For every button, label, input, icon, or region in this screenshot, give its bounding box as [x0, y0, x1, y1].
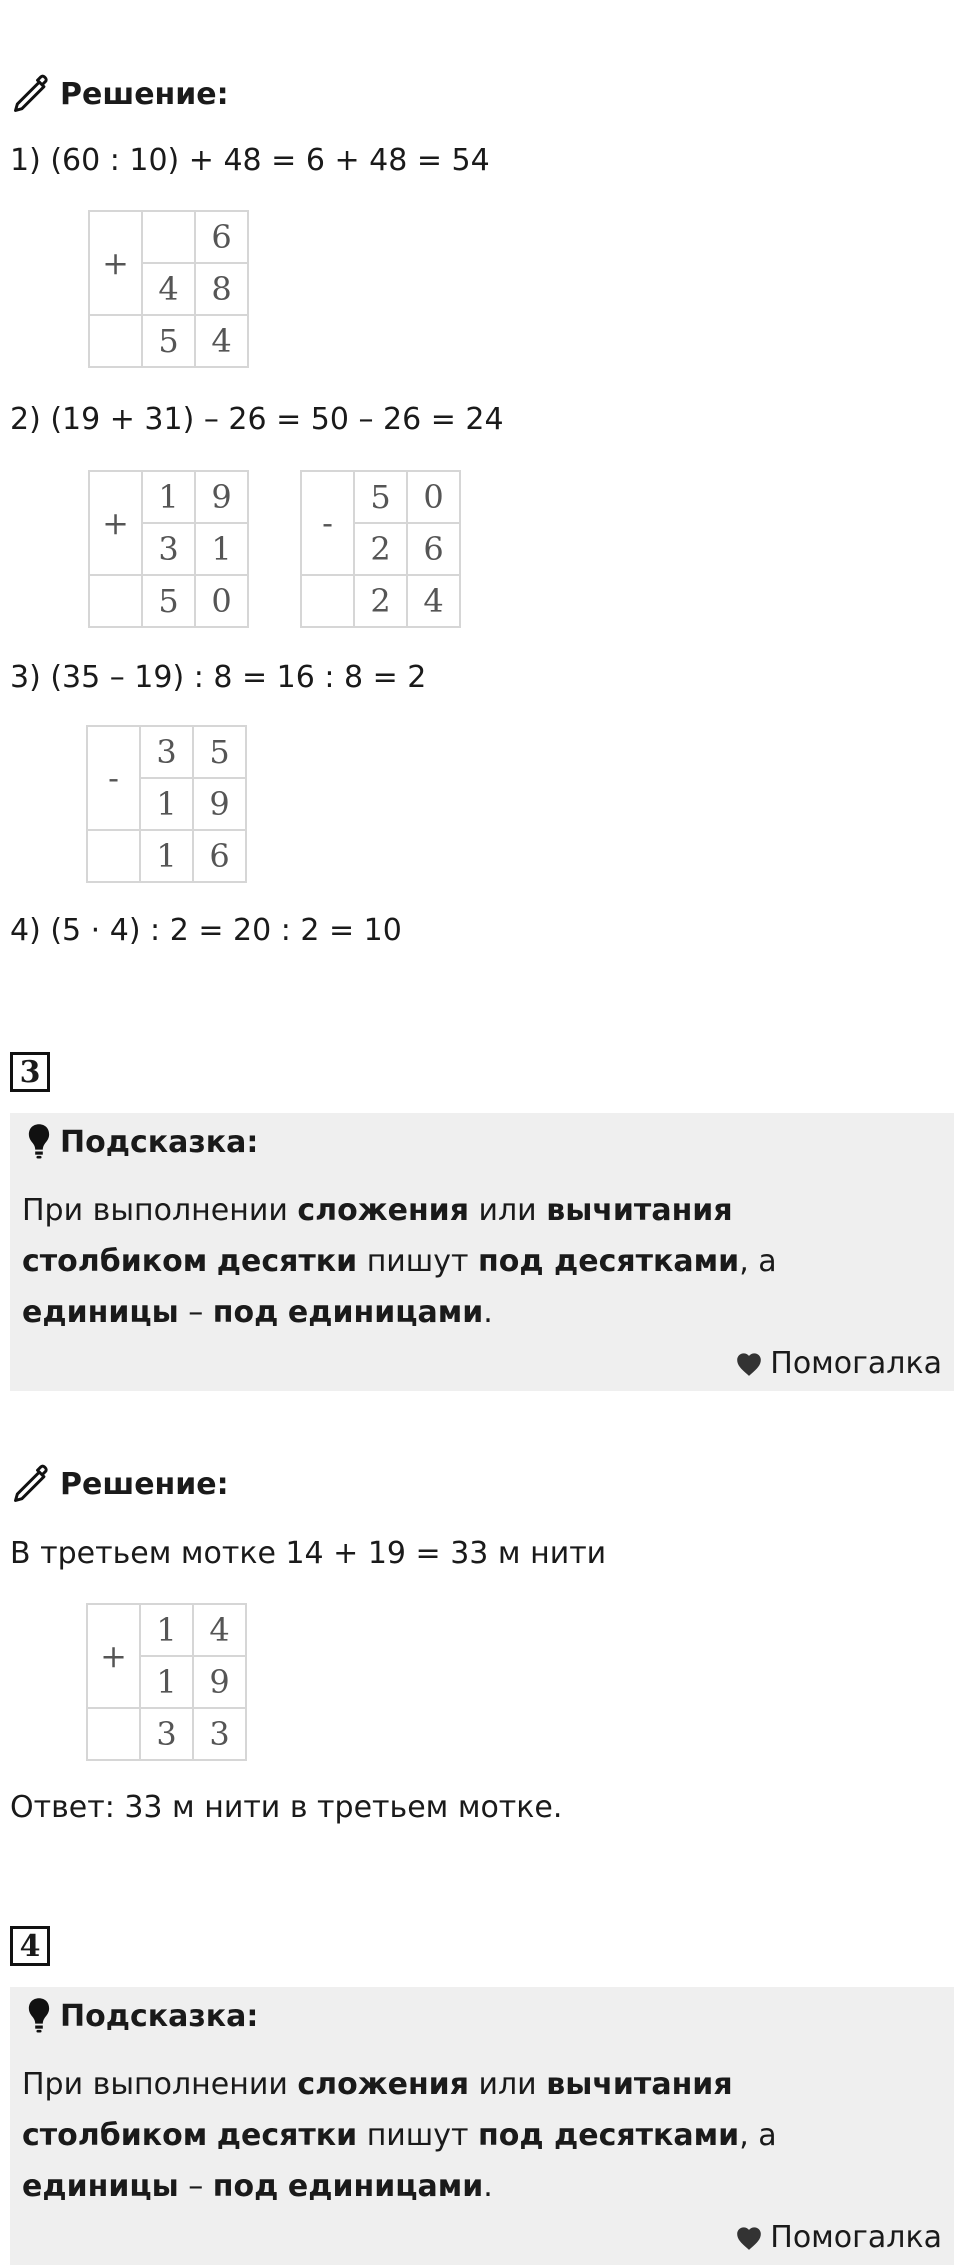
- digit-cell: 1: [140, 830, 193, 882]
- digit-cell: 4: [407, 575, 460, 627]
- column-calc-1: [88, 210, 249, 368]
- digit-cell: 5: [142, 575, 195, 627]
- solution-label: Решение:: [60, 1466, 229, 1502]
- digit-cell: 1: [140, 1604, 193, 1656]
- lightbulb-icon: [26, 1997, 52, 2035]
- pencil-icon: [10, 72, 54, 116]
- operator-cell: +: [89, 471, 142, 575]
- column-calc-task3: [86, 1603, 247, 1761]
- step-2: 2) (19 + 31) – 26 = 50 – 26 = 24: [10, 402, 504, 437]
- task-number-4: 4: [10, 1926, 50, 1966]
- digit-cell: 0: [195, 575, 248, 627]
- digit-cell: 5: [142, 315, 195, 367]
- helper-link[interactable]: [734, 1346, 942, 1381]
- step-3: 3) (35 – 19) : 8 = 16 : 8 = 2: [10, 660, 427, 695]
- digit-cell: 9: [195, 471, 248, 523]
- digit-cell: 2: [354, 575, 407, 627]
- hint-text: При выполнении сложения или вычитания столбиком десятки пишут под десятками, а единицы – под единицами.: [22, 1193, 777, 1330]
- operator-cell: [301, 575, 354, 627]
- operator-cell: -: [87, 726, 140, 830]
- column-calc-2a: [88, 470, 249, 628]
- digit-cell: 2: [354, 523, 407, 575]
- solution-heading: [10, 72, 229, 116]
- helper-link[interactable]: [734, 2220, 942, 2255]
- digit-cell: [142, 211, 195, 263]
- operator-cell: +: [89, 211, 142, 315]
- operator-cell: [87, 830, 140, 882]
- digit-cell: 9: [193, 778, 246, 830]
- operator-cell: [87, 1708, 140, 1760]
- digit-cell: 6: [193, 830, 246, 882]
- hint-title: [26, 1997, 258, 2035]
- digit-cell: 6: [407, 523, 460, 575]
- digit-cell: 1: [140, 1656, 193, 1708]
- column-calc-2b: [300, 470, 461, 628]
- digit-cell: 1: [142, 471, 195, 523]
- pencil-icon: [10, 1462, 54, 1506]
- hint-text: При выполнении сложения или вычитания столбиком десятки пишут под десятками, а единицы – под единицами.: [22, 2067, 777, 2204]
- digit-cell: 3: [140, 1708, 193, 1760]
- operator-cell: -: [301, 471, 354, 575]
- digit-cell: 3: [193, 1708, 246, 1760]
- operator-cell: [89, 575, 142, 627]
- step-4: 4) (5 · 4) : 2 = 20 : 2 = 10: [10, 913, 402, 948]
- digit-cell: 5: [354, 471, 407, 523]
- digit-cell: 6: [195, 211, 248, 263]
- heart-icon: [734, 2225, 764, 2251]
- solution-heading: [10, 1462, 229, 1506]
- digit-cell: 8: [195, 263, 248, 315]
- hint-label: Подсказка:: [60, 1124, 259, 1160]
- digit-cell: 3: [140, 726, 193, 778]
- digit-cell: 4: [193, 1604, 246, 1656]
- hint-box-4: [10, 1987, 954, 2265]
- digit-cell: 4: [195, 315, 248, 367]
- hint-box-3: [10, 1113, 954, 1391]
- answer-text: Ответ: 33 м нити в третьем мотке.: [10, 1790, 563, 1825]
- task-number-3: 3: [10, 1052, 50, 1092]
- digit-cell: 1: [195, 523, 248, 575]
- hint-label: Подсказка:: [60, 1998, 259, 2034]
- digit-cell: 5: [193, 726, 246, 778]
- digit-cell: 3: [142, 523, 195, 575]
- digit-cell: 0: [407, 471, 460, 523]
- digit-cell: 4: [142, 263, 195, 315]
- hint-title: [26, 1123, 258, 1161]
- operator-cell: +: [87, 1604, 140, 1708]
- helper-label[interactable]: Помогалка: [770, 2220, 942, 2255]
- step-1: 1) (60 : 10) + 48 = 6 + 48 = 54: [10, 143, 490, 178]
- column-calc-3: [86, 725, 247, 883]
- lightbulb-icon: [26, 1123, 52, 1161]
- solution-text: В третьем мотке 14 + 19 = 33 м нити: [10, 1536, 607, 1571]
- digit-cell: 9: [193, 1656, 246, 1708]
- helper-label[interactable]: Помогалка: [770, 1346, 942, 1381]
- heart-icon: [734, 1351, 764, 1377]
- operator-cell: [89, 315, 142, 367]
- digit-cell: 1: [140, 778, 193, 830]
- solution-label: Решение:: [60, 76, 229, 112]
